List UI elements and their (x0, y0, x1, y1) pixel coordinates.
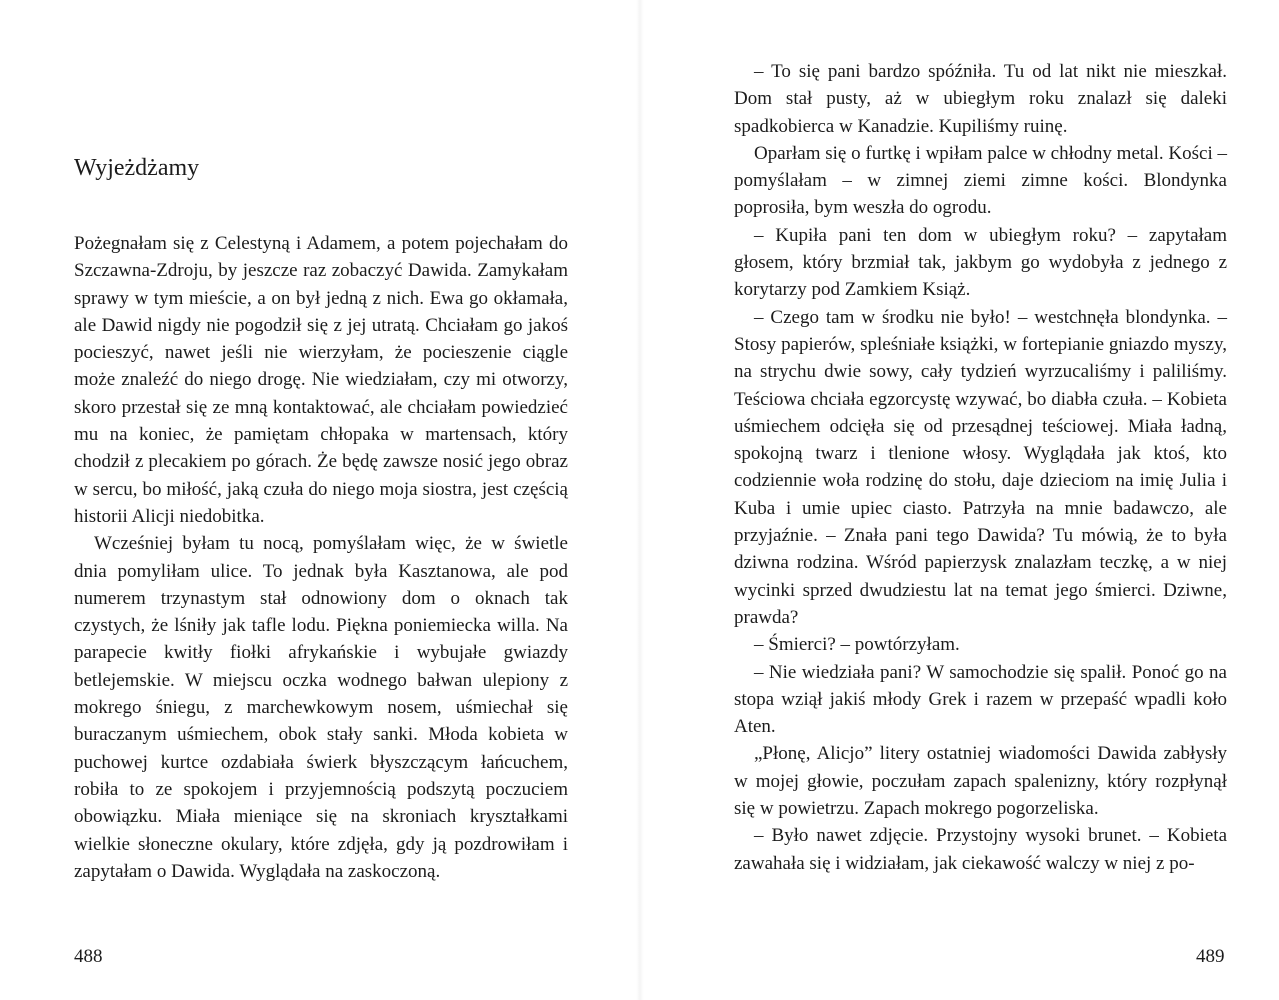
right-page-text (734, 58, 1227, 877)
paragraph: – Było nawet zdjęcie. Przystojny wysoki brunet. – Kobieta zawahała się i widziałam, jak ciekawość walczy w niej z po- (734, 825, 1227, 874)
paragraph: – To się pani bardzo spóźniła. Tu od lat nikt nie mieszkał. Dom stał pusty, aż w ubiegłym roku znalazł się daleki spadkobierca w Kanadzie. Kupiliśmy ruinę. (734, 61, 1227, 137)
paragraph: Pożegnałam się z Celestyną i Adamem, a potem pojechałam do Szczawna-Zdroju, by jeszcze raz zobaczyć Dawida. Zamykałam sprawy w tym mieście, a on był jedną z nich. Ewa go okłamała, ale Dawid nigdy nie pogodził się z jej utratą. Chciałam go jakoś pocieszyć, nawet jeśli nie wierzyłam, że pocieszenie ciągle może znaleźć do niego drogę. Nie wiedziałam, czy mi otworzy, skoro przestał się ze mną kontaktować, ale chciałam powiedzieć mu na koniec, że pamiętam chłopaka w martensach, który chodził z plecakiem po górach. Że będę zawsze nosić jego obraz w sercu, bo miłość, jaką czuła do niego moja siostra, jest częścią historii Alicji niedobitka. (74, 233, 568, 527)
paragraph: – Czego tam w środku nie było! – westchnęła blondynka. – Stosy papierów, spleśniałe książki, w fortepianie gniazdo myszy, na strychu dwie sowy, cały tydzień wyrzucaliśmy i paliliśmy. Teściowa chciała egzorcystę wzywać, bo diabła czuła. – Kobieta uśmiechem odcięła się od przesądnej teściowej. Miała ładną, spokojną twarz i tlenione włosy. Wyglądała jak ktoś, kto codziennie woła rodzinę do stołu, daje dzieciom na imię Julia i Kuba i umie upiec ciasto. Patrzyła na mnie badawczo, ale przyjaźnie. – Znała pani tego Dawida? Tu mówią, że to była dziwna rodzina. Wśród papierzysk znalazłam teczkę, a w niej wycinki sprzed dwudziestu lat na temat jego śmierci. Dziwne, prawda? (734, 306, 1227, 628)
left-page-text (74, 230, 568, 885)
paragraph: Oparłam się o furtkę i wpiłam palce w chłodny metal. Kości – pomyślałam – w zimnej ziemi zimne kości. Blondynka poprosiła, bym weszła do ogrodu. (734, 142, 1227, 219)
paragraph: – Śmierci? – powtórzyłam. (754, 634, 960, 656)
page-number-left: 488 (74, 946, 103, 967)
paragraph: – Nie wiedziała pani? W samochodzie się spalił. Ponoć go na stopa wziął jakiś młody Grek i razem w przepaść wpadli koło Aten. (734, 661, 1227, 738)
chapter-title: Wyjeżdżamy (74, 155, 200, 181)
page-number-right: 489 (1196, 946, 1225, 967)
paragraph: „Płonę, Alicjo” litery ostatniej wiadomości Dawida zabłysły w mojej głowie, poczułam zapach spalenizny, który rozpłynął się w powietrzu. Zapach mokrego pogorzeliska. (734, 743, 1227, 820)
right-page (640, 0, 1279, 1000)
paragraph: – Kupiła pani ten dom w ubiegłym roku? – zapytałam głosem, który brzmiał tak, jakbym go wydobyła z jednego z korytarzy pod Zamkiem Książ. (734, 224, 1227, 301)
paragraph: Wcześniej byłam tu nocą, pomyślałam więc, że w świetle dnia pomyliłam ulice. To jednak była Kasztanowa, ale pod numerem trzynastym stał odnowiony dom o oknach tak czystych, że lśniły jak tafle lodu. Piękna poniemiecka willa. Na parapecie kwitły fiołki afrykańskie i wybujałe gwiazdy betlejemskie. W miejscu oczka wodnego bałwan ulepiony z mokrego śniegu, z marchewkowym nosem, uśmiechał się buraczanym uśmiechem, obok stały sanki. Młoda kobieta w puchowej kurtce ozdabiała świerk błyszczącym łańcuchem, robiła to ze spokojem i przyjemnością podszytą poczuciem obowiązku. Miała mieniące się na skroniach kryształkami wielkie słoneczne okulary, które zdjęła, gdy ją pozdrowiłam i zapytałam o Dawida. Wyglądała na zaskoczoną. (74, 533, 568, 882)
